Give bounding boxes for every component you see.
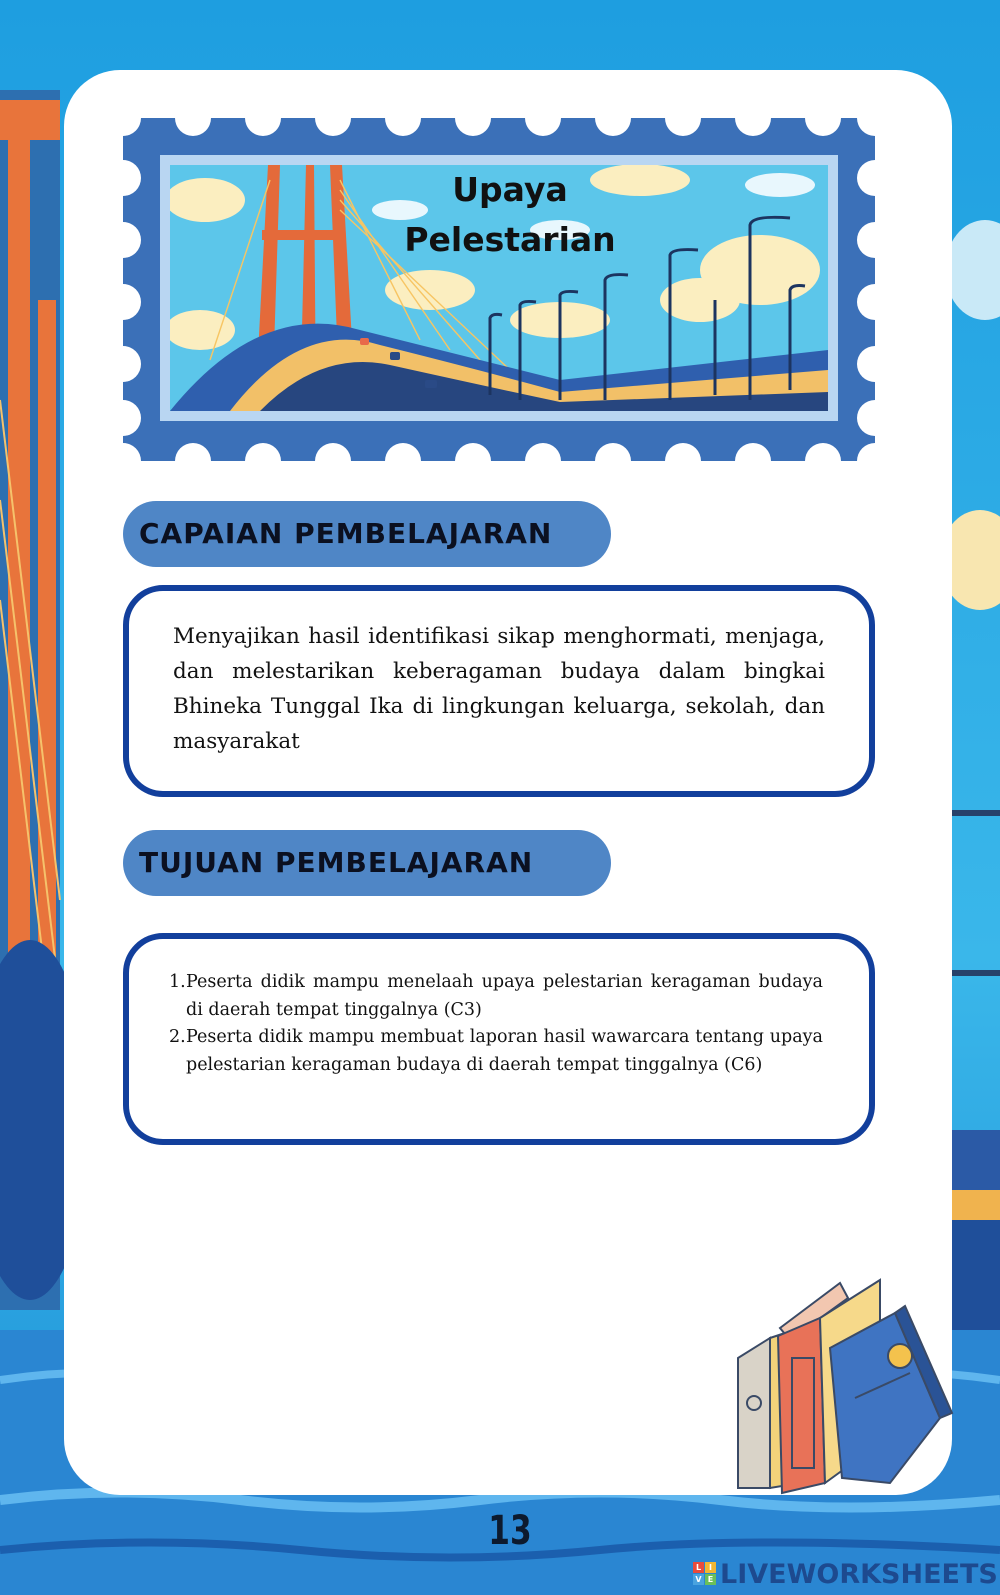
tujuan-heading: TUJUAN PEMBELAJARAN: [139, 846, 534, 879]
liveworksheets-watermark: [693, 1557, 998, 1591]
tujuan-box: [123, 933, 875, 1145]
tujuan-list: [169, 969, 823, 1079]
capaian-box: [123, 585, 875, 797]
page-number: 13: [488, 1508, 532, 1554]
list-item: 2. Peserta didik mampu membuat laporan hasil wawarcara tentang upaya pelestarian keragaman budaya di daerah tempat tinggalnya (C6): [169, 1027, 823, 1075]
list-item: 1. Peserta didik mampu menelaah upaya pelestarian keragaman budaya di daerah tempat tinggalnya (C3): [169, 972, 823, 1020]
liveworksheets-logo-icon: L I V E: [693, 1562, 717, 1586]
stamp-title: Upaya Pelestarian: [404, 170, 616, 259]
capaian-heading-pill: [123, 501, 611, 567]
capaian-text: Menyajikan hasil identifikasi sikap menghormati, menjaga, dan melestarikan keberagaman budaya dalam bingkai Bhineka Tunggal Ika di lingkungan keluarga, sekolah, dan masyarakat: [173, 624, 825, 754]
books-illustration: [730, 1278, 960, 1498]
capaian-heading: CAPAIAN PEMBELAJARAN: [139, 517, 553, 550]
tujuan-heading-pill: [123, 830, 611, 896]
watermark-text: LIVEWORKSHEETS: [720, 1558, 998, 1590]
